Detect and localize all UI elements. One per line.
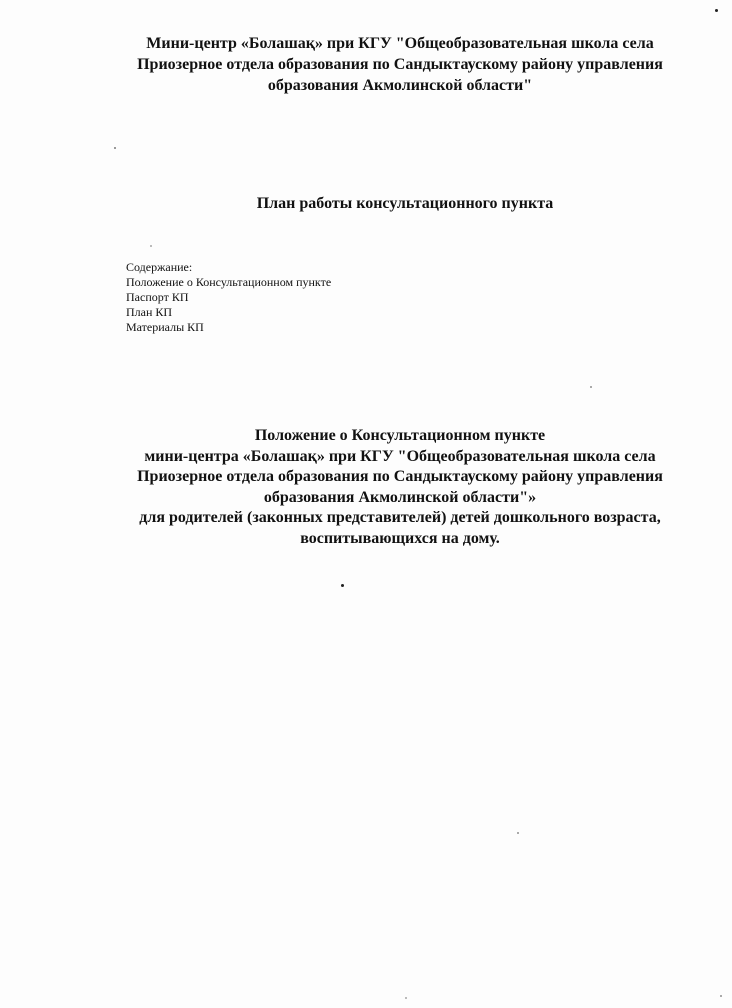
regulation-line-1: Положение о Консультационном пункте	[254, 427, 546, 444]
toc-item-regulation: Положение о Консультационном пункте	[126, 275, 332, 289]
scan-speck	[590, 386, 592, 388]
regulation-line-3: Приозерное отдела образования по Сандыктаускому району управления	[137, 468, 663, 485]
regulation-line-2: мини-центра «Болашақ» при КГУ "Общеобразовательная школа села	[144, 447, 656, 465]
table-of-contents	[126, 260, 331, 335]
header-line-3: образования Акмолинской области"	[267, 77, 533, 94]
regulation-title-block	[60, 426, 732, 549]
header-line-2: Приозерное отдела образования по Сандыктаускому району управления	[137, 56, 663, 73]
regulation-line-5: для родителей (законных представителей) детей дошкольного возраста,	[139, 509, 661, 526]
scan-speck	[114, 147, 116, 149]
toc-item-passport: Паспорт КП	[126, 290, 189, 304]
scan-speck	[715, 9, 718, 12]
scan-speck	[150, 245, 152, 247]
scan-speck	[341, 584, 344, 587]
regulation-line-6: воспитывающихся на дому.	[300, 529, 500, 547]
toc-item-materials: Материалы КП	[126, 320, 204, 334]
toc-item-plan: План КП	[126, 305, 173, 319]
scan-speck	[720, 995, 722, 997]
plan-title: План работы консультационного пункта	[256, 195, 554, 212]
regulation-line-4: образования Акмолинской области"»	[263, 488, 537, 506]
scan-speck	[517, 832, 519, 834]
toc-heading: Содержание:	[126, 260, 193, 274]
header-line-1: Мини-центр «Болашақ» при КГУ "Общеобразовательная школа села	[146, 35, 654, 52]
scan-speck	[405, 997, 407, 999]
document-header	[60, 33, 732, 96]
